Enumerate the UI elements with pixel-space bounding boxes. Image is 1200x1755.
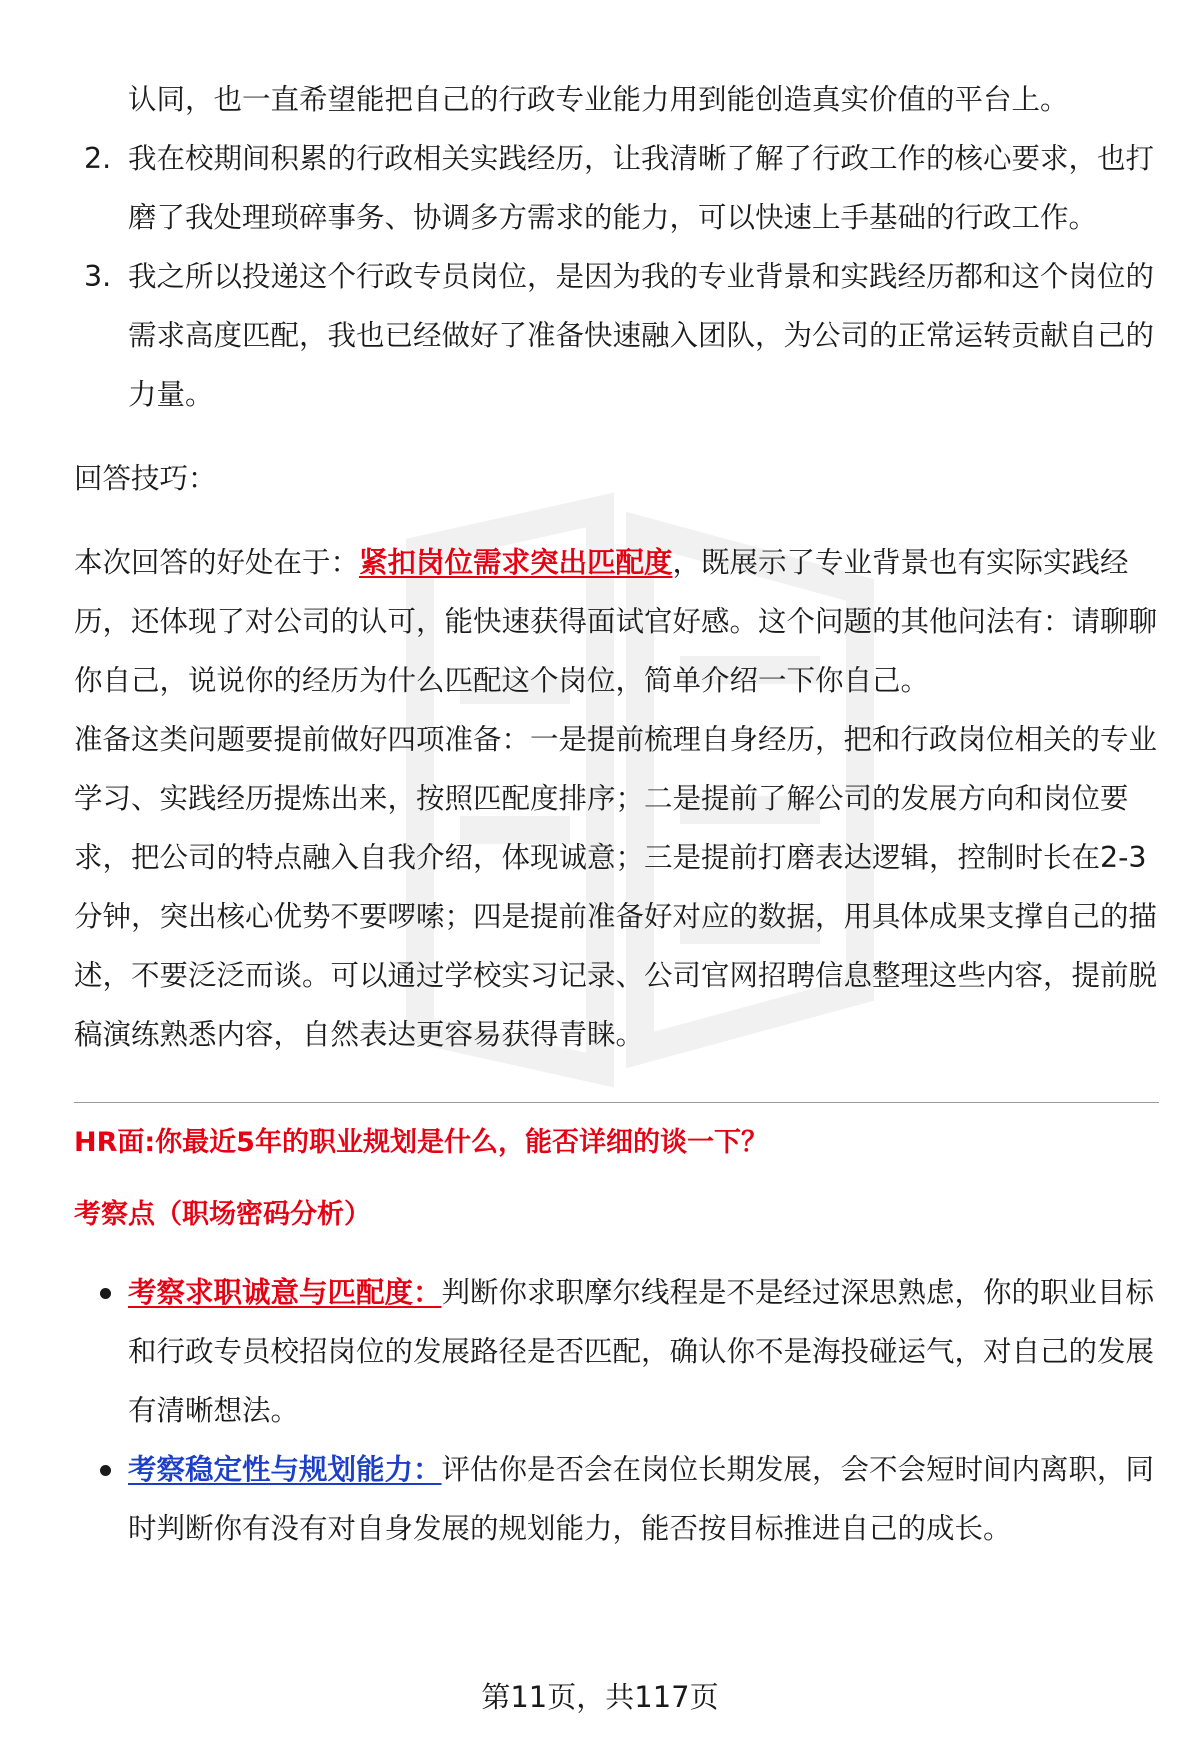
tips-paragraph-2: 准备这类问题要提前做好四项准备：一是提前梳理自身经历，把和行政岗位相关的专业学习、实践经历提炼出来，按照匹配度排序；二是提前了解公司的发展方向和岗位要求，把公司的特点融入自我介绍，体现诚意；三是提前打磨表达逻辑，控制时长在2-3分钟，突出核心优势不要啰嗦；四是提前准备好对应的数据，用具体成果支撑自己的描述，不要泛泛而谈。可以通过学校实习记录、公司官网招聘信息整理这些内容，提前脱稿演练熟悉内容，自然表达更容易获得青睐。 xyxy=(74,723,1158,1051)
section-divider xyxy=(74,1102,1159,1103)
list-item-text: 我在校期间积累的行政相关实践经历，让我清晰了解了行政工作的核心要求，也打磨了我处理琐碎事务、协调多方需求的能力，可以快速上手基础的行政工作。 xyxy=(128,142,1155,234)
list-item-continuation: 认同，也一直希望能把自己的行政专业能力用到能创造真实价值的平台上。 xyxy=(128,83,1069,116)
answer-list-item-2 xyxy=(74,129,1159,247)
bullet-text: 判断你求职摩尔线程是不是经过深思熟虑，你的职业目标和行政专员校招岗位的发展路径是否匹配，确认你不是海投碰运气，对自己的发展有清晰想法。 xyxy=(128,1276,1155,1427)
tips-text-after: ，既展示了专业背景也有实际实践经历，还体现了对公司的认可，能快速获得面试官好感。这个问题的其他问法有：请聊聊你自己，说说你的经历为什么匹配这个岗位，简单介绍一下你自己。 xyxy=(74,546,1158,697)
tips-text-before: 本次回答的好处在于： xyxy=(74,546,360,579)
inspection-bullet-list xyxy=(74,1263,1159,1558)
bullet-text: 评估你是否会在岗位长期发展，会不会短时间内离职，同时判断你有没有对自身发展的规划能力，能否按目标推进自己的成长。 xyxy=(128,1453,1155,1545)
answer-list xyxy=(74,129,1159,424)
bullet-dot-icon xyxy=(100,1465,111,1476)
inspection-points-heading: 考察点（职场密码分析） xyxy=(74,1199,371,1230)
list-number: 2. xyxy=(84,142,112,175)
hr-question-heading: HR面:你最近5年的职业规划是什么，能否详细的谈一下？ xyxy=(74,1127,768,1158)
answer-list-item-3 xyxy=(74,247,1159,424)
tips-paragraph-1 xyxy=(74,533,1159,710)
document-body xyxy=(74,70,1159,1558)
list-item-text: 我之所以投递这个行政专员岗位，是因为我的专业背景和实践经历都和这个岗位的需求高度匹配，我也已经做好了准备快速融入团队，为公司的正常运转贡献自己的力量。 xyxy=(128,260,1155,411)
bullet-item xyxy=(74,1440,1159,1558)
tips-highlight: 紧扣岗位需求突出匹配度 xyxy=(359,546,673,579)
bullet-item xyxy=(74,1263,1159,1440)
bullet-highlight: 考察求职诚意与匹配度： xyxy=(128,1276,442,1309)
bullet-highlight: 考察稳定性与规划能力： xyxy=(128,1453,442,1486)
list-number: 3. xyxy=(84,260,112,293)
bullet-dot-icon xyxy=(100,1288,111,1299)
tips-label: 回答技巧： xyxy=(74,462,217,495)
page-footer: 第11页，共117页 xyxy=(481,1680,719,1714)
